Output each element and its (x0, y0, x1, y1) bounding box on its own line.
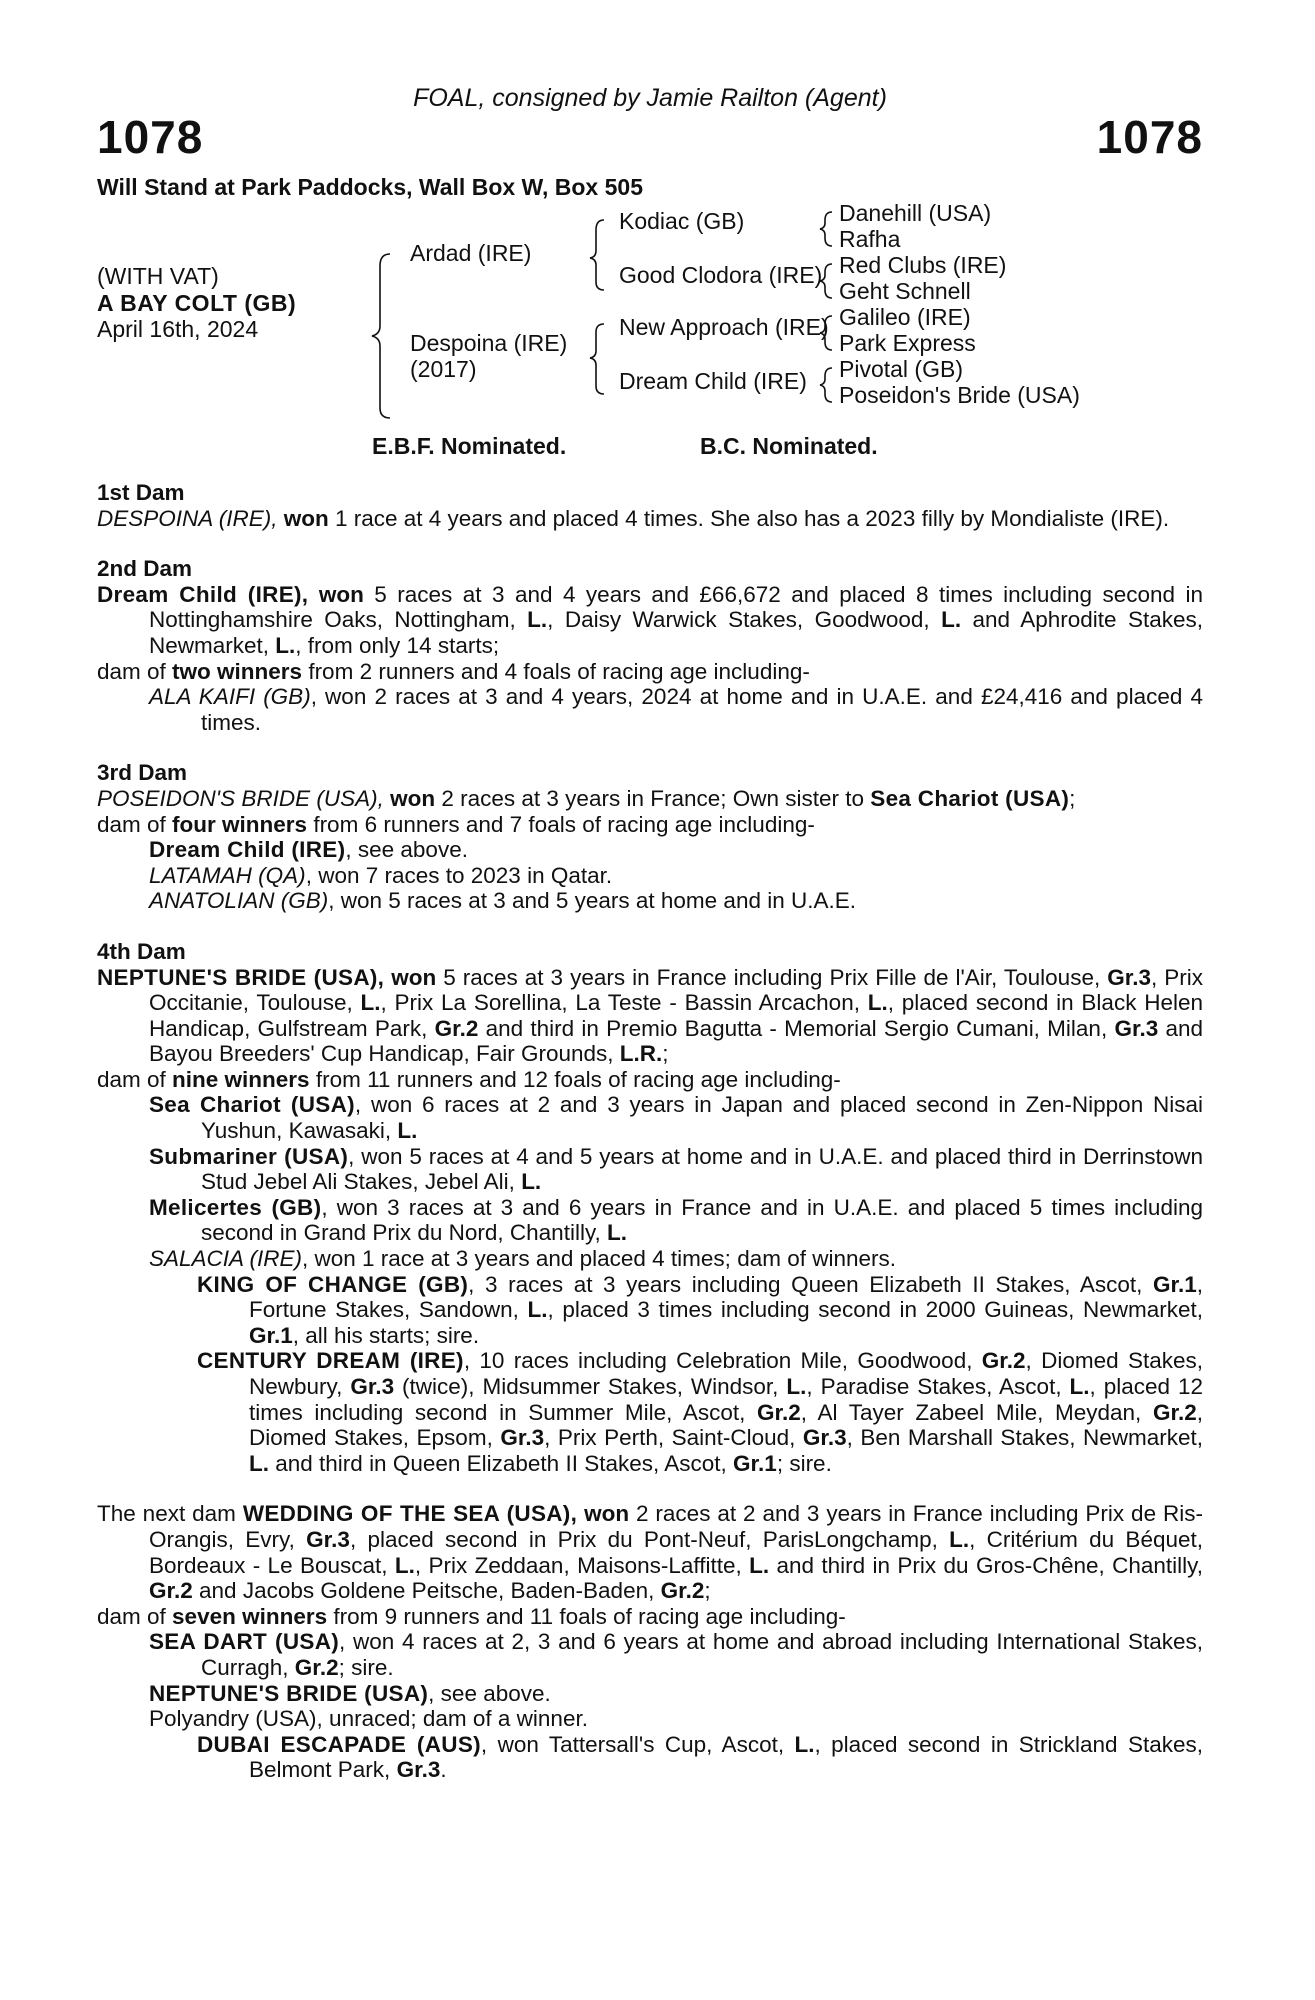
subject-name: A BAY COLT (GB) (97, 290, 297, 316)
ebf-nominated: E.B.F. Nominated. (372, 433, 567, 459)
produce-melicertes: Melicertes (GB), won 3 races at 3 and 6 years in France and in U.A.E. and placed 5 times including second in Grand Prix du Nord, Chantilly, L. (149, 1194, 1203, 1246)
brace-sire (590, 220, 604, 290)
grandsire-2: New Approach (IRE) (619, 314, 829, 340)
won-label: won (584, 1501, 630, 1527)
granddam-1: Good Clodora (IRE) (619, 262, 823, 288)
produce-dubai-escapade: DUBAI ESCAPADE (AUS), won Tattersall's Cup, Ascot, L., placed second in Strickland Stakes, Belmont Park, Gr.3. (197, 1731, 1204, 1783)
dam-year: (2017) (410, 356, 477, 382)
great-grandparent-8: Poseidon's Bride (USA) (839, 382, 1080, 408)
great-grandparent-5: Galileo (IRE) (839, 304, 971, 330)
produce-king-of-change: KING OF CHANGE (GB), 3 races at 3 years including Queen Elizabeth II Stakes, Ascot, Gr.1, Fortune Stakes, Sandown, L., placed 3 times including second in 2000 Guineas, Newmarket, Gr.1, all his starts; sire. (197, 1271, 1203, 1348)
produce-anatolian: ANATOLIAN (GB), won 5 races at 3 and 5 years at home and in U.A.E. (149, 888, 856, 914)
fourth-dam-entry: NEPTUNE'S BRIDE (USA), won 5 races at 3 years in France including Prix Fille de l'Air, Toulouse, Gr.3, Prix Occitanie, Toulouse, L., Prix La Sorellina, La Teste - Bassin Arcachon, L., placed second in Black Helen Handicap, Gulfstream Park, Gr.2 and third in Premio Bagutta - Memorial Sergio Cumani, Milan, Gr.3 and Bayou Breeders' Cup Handicap, Fair Grounds, L.R.; (97, 964, 1204, 1067)
won-label: won (391, 964, 437, 990)
produce-dream-child: Dream Child (IRE), see above. (149, 837, 468, 863)
brace-dam (590, 324, 604, 394)
next-dam-produce-line: dam of seven winners from 9 runners and 11 foals of racing age including- (97, 1603, 846, 1629)
catalogue-page (97, 0, 1203, 2000)
horse-name: Dream Child (IRE), (97, 581, 309, 607)
sire: Ardad (IRE) (410, 240, 532, 266)
second-dam-heading: 2nd Dam (97, 556, 193, 582)
third-dam-heading: 3rd Dam (97, 760, 188, 786)
won-label: won (390, 785, 436, 811)
grandsire-1: Kodiac (GB) (619, 208, 745, 234)
produce-polyandry: Polyandry (USA), unraced; dam of a winner. (149, 1706, 588, 1732)
produce-latamah: LATAMAH (QA), won 7 races to 2023 in Qatar. (149, 862, 613, 888)
produce-sea-chariot: Sea Chariot (USA), won 6 races at 2 and 3 years in Japan and placed second in Zen-Nippon Nisai Yushun, Kawasaki, L. (149, 1092, 1203, 1144)
foal-consignor-line: FOAL, consigned by Jamie Railton (Agent) (413, 84, 887, 112)
fourth-dam-produce-line: dam of nine winners from 11 runners and 12 foals of racing age including- (97, 1066, 841, 1092)
fourth-dam-heading: 4th Dam (97, 938, 186, 964)
first-dam-heading: 1st Dam (97, 480, 185, 505)
produce-neptunes-bride: NEPTUNE'S BRIDE (USA), see above. (149, 1680, 551, 1706)
horse-name: WEDDING OF THE SEA (USA), (242, 1501, 578, 1527)
great-grandparent-2: Rafha (839, 226, 901, 252)
horse-name: POSEIDON'S BRIDE (USA), (97, 785, 384, 811)
third-dam-entry: POSEIDON'S BRIDE (USA), won 2 races at 3 years in France; Own sister to Sea Chariot (USA); (97, 785, 1076, 811)
brace-gg4 (820, 368, 832, 402)
dam: Despoina (IRE) (410, 330, 568, 356)
won-label: won (318, 581, 364, 607)
granddam-2: Dream Child (IRE) (619, 368, 807, 394)
great-grandparent-7: Pivotal (GB) (839, 356, 963, 382)
stand-location: Will Stand at Park Paddocks, Wall Box W, Box 505 (97, 174, 643, 200)
horse-name: DESPOINA (IRE), (97, 505, 278, 531)
lot-number-left: 1078 (97, 111, 204, 163)
horse-name: NEPTUNE'S BRIDE (USA), (97, 964, 385, 990)
lot-number-right: 1078 (1096, 111, 1203, 163)
subject-dob: April 16th, 2024 (97, 316, 259, 342)
entry-text: 1 race at 4 years and placed 4 times. She also has a 2023 filly by Mondialiste (IRE). (328, 505, 1170, 531)
produce-century-dream: CENTURY DREAM (IRE), 10 races including Celebration Mile, Goodwood, Gr.2, Diomed Stakes, Newbury, Gr.3 (twice), Midsummer Stakes, Windsor, L., Paradise Stakes, Ascot, L., placed 12 times including second in Summer Mile, Ascot, Gr.2, Al Tayer Zabeel Mile, Meydan, Gr.2, Diomed Stakes, Epsom, Gr.3, Prix Perth, Saint-Cloud, Gr.3, Ben Marshall Stakes, Newmarket, L. and third in Queen Elizabeth II Stakes, Ascot, Gr.1; sire. (197, 1348, 1203, 1476)
next-dam-entry: The next dam WEDDING OF THE SEA (USA), won 2 races at 2 and 3 years in France including Prix de Ris-Orangis, Evry, Gr.3, placed second in Prix du Pont-Neuf, ParisLongchamp, L., Critérium du Béquet, Bordeaux - Le Bouscat, L., Prix Zeddaan, Maisons-Laffitte, L. and third in Prix du Gros-Chêne, Chantilly, Gr.2 and Jacobs Goldene Peitsche, Baden-Baden, Gr.2; (97, 1501, 1203, 1604)
great-grandparent-1: Danehill (USA) (839, 200, 992, 226)
great-grandparent-4: Geht Schnell (839, 278, 971, 304)
catalogue-body (97, 480, 1203, 1783)
won-label: won (283, 505, 329, 531)
first-dam-entry (97, 506, 1203, 532)
great-grandparent-6: Park Express (839, 330, 976, 356)
third-dam-produce-line: dam of four winners from 6 runners and 7 foals of racing age including- (97, 811, 815, 837)
brace-main (372, 254, 390, 418)
second-dam-produce-line: dam of two winners from 2 runners and 4 foals of racing age including- (97, 658, 810, 684)
pedigree-table (97, 200, 1203, 423)
produce-sea-dart: SEA DART (USA), won 4 races at 2, 3 and 6 years at home and abroad including International Stakes, Curragh, Gr.2; sire. (149, 1629, 1203, 1680)
produce-submariner: Submariner (USA), won 5 races at 4 and 5 years at home and in U.A.E. and placed third in Derrinstown Stud Jebel Ali Stakes, Jebel Ali, L. (149, 1143, 1203, 1195)
subject-vat: (WITH VAT) (97, 263, 219, 289)
bc-nominated: B.C. Nominated. (700, 433, 878, 459)
brace-gg1 (820, 212, 832, 246)
second-dam-entry: Dream Child (IRE), won 5 races at 3 and 4 years and £66,672 and placed 8 times including second in Nottinghamshire Oaks, Nottingham, L., Daisy Warwick Stakes, Goodwood, L. and Aphrodite Stakes, Newmarket, L., from only 14 starts; (97, 581, 1203, 658)
produce-ala-kaifi: ALA KAIFI (GB), won 2 races at 3 and 4 years, 2024 at home and in U.A.E. and £24,416 and placed 4 times. (149, 684, 1203, 735)
produce-salacia: SALACIA (IRE), won 1 race at 3 years and placed 4 times; dam of winners. (149, 1246, 897, 1272)
great-grandparent-3: Red Clubs (IRE) (839, 252, 1007, 278)
